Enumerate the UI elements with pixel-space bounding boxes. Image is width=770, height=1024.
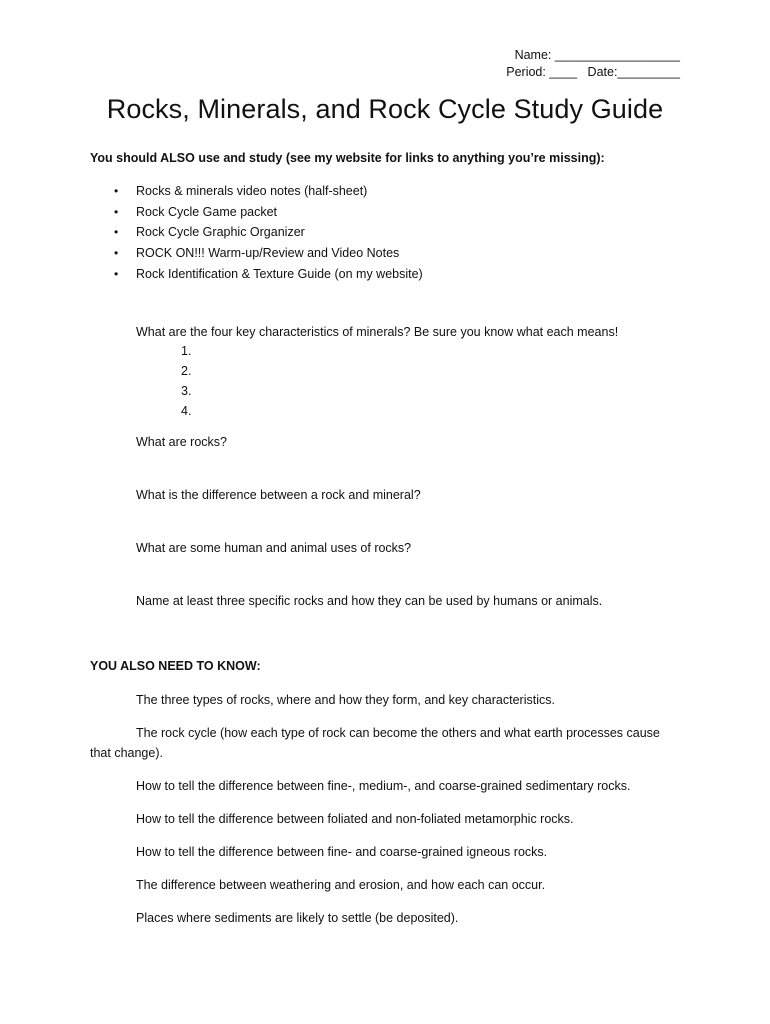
- section-heading-also-need: YOU ALSO NEED TO KNOW:: [90, 659, 261, 673]
- list-item: [111, 183, 423, 204]
- list-item: 4.: [181, 404, 192, 418]
- list-item-text: Rock Cycle Graphic Organizer: [136, 225, 305, 240]
- bullet-icon: •: [114, 266, 119, 281]
- list-item: 1.: [181, 344, 192, 358]
- question-specific-rocks: Name at least three specific rocks and how they can be used by humans or animals.: [136, 594, 603, 608]
- know-item: How to tell the difference between fine- and coarse-grained igneous rocks.: [136, 845, 548, 859]
- list-item-text: ROCK ON!!! Warm-up/Review and Video Notes: [136, 246, 400, 261]
- question-rock-vs-mineral: What is the difference between a rock and mineral?: [136, 488, 421, 502]
- know-item: How to tell the difference between fine-, medium-, and coarse-grained sedimentary rocks.: [136, 779, 631, 793]
- student-info-header: [506, 47, 680, 81]
- mineral-characteristics-list: [181, 343, 191, 423]
- bullet-icon: •: [114, 184, 119, 198]
- list-item-text: Rocks & minerals video notes (half-sheet): [136, 184, 368, 198]
- list-item: [111, 266, 423, 287]
- list-item: [111, 245, 423, 266]
- list-item-text: Rock Identification & Texture Guide (on my website): [136, 266, 423, 281]
- question-mineral-characteristics: What are the four key characteristics of minerals? Be sure you know what each means!: [136, 325, 619, 339]
- intro-instruction: You should ALSO use and study (see my website for links to anything you’re missing):: [90, 151, 605, 165]
- know-item: The rock cycle (how each type of rock can become the others and what earth processes cause that change).: [90, 726, 660, 760]
- page-title: Rocks, Minerals, and Rock Cycle Study Guide: [106, 94, 664, 124]
- question-what-are-rocks: What are rocks?: [136, 435, 228, 449]
- list-item: 2.: [181, 364, 192, 378]
- resource-list: [111, 183, 423, 286]
- know-item: The three types of rocks, where and how they form, and key characteristics.: [136, 693, 555, 707]
- list-item: 3.: [181, 384, 192, 398]
- bullet-icon: •: [114, 246, 119, 261]
- know-item: How to tell the difference between foliated and non-foliated metamorphic rocks.: [136, 812, 574, 826]
- list-item-text: Rock Cycle Game packet: [136, 204, 278, 219]
- list-item: [111, 204, 423, 225]
- list-item: [111, 224, 423, 245]
- question-uses-of-rocks: What are some human and animal uses of rocks?: [136, 541, 412, 555]
- bullet-icon: •: [114, 225, 119, 240]
- know-item: Places where sediments are likely to settle (be deposited).: [136, 911, 459, 925]
- period-date-line: Period: ____ Date:_________: [506, 65, 680, 79]
- know-item: The difference between weathering and erosion, and how each can occur.: [136, 878, 546, 892]
- bullet-icon: •: [114, 204, 119, 219]
- name-line: Name: __________________: [514, 48, 680, 62]
